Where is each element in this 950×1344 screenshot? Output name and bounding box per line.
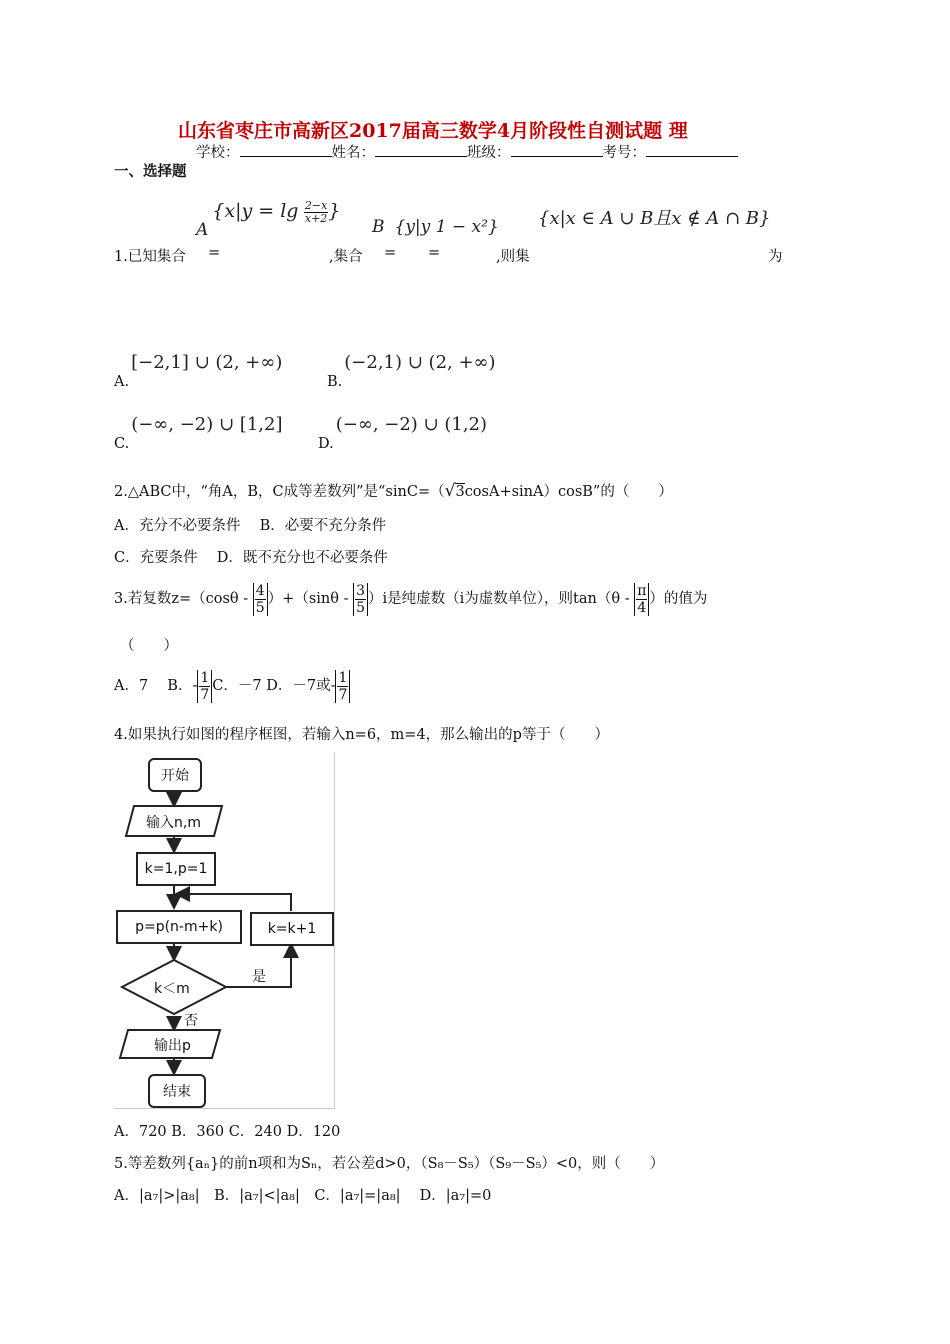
q1-option-d[interactable] — [318, 414, 488, 452]
q3-stem-a: 3.若复数z=（cosθ - — [114, 591, 249, 607]
name-blank[interactable] — [375, 156, 467, 157]
option-expr: (−∞, −2) ∪ [1,2] — [131, 414, 283, 435]
info-line — [196, 141, 738, 162]
flowchart-init: k=1,p=1 — [136, 852, 216, 886]
school-blank[interactable] — [240, 156, 332, 157]
setB-expr: {y|y 1 − x²} — [394, 217, 499, 237]
q3-stem-d: ）的值为 — [649, 591, 708, 607]
setA-den: x+2 — [304, 212, 328, 225]
q3-opt-b-sign: - — [192, 678, 198, 694]
q2-stem — [114, 480, 673, 501]
option-label: C. — [114, 436, 130, 452]
school-label: 学校： — [196, 145, 240, 161]
number-blank[interactable] — [646, 156, 738, 157]
q2-options-line1: A．充分不必要条件 B．必要不充分条件 — [114, 518, 387, 534]
option-label: A. — [114, 374, 130, 390]
name-label: 姓名： — [331, 145, 375, 161]
q4-stem: 4.如果执行如图的程序框图，若输入n=6，m=4，那么输出的p等于（ ） — [114, 727, 609, 743]
section-heading: 一、选择题 — [114, 163, 187, 180]
flowchart-condition: k＜m — [154, 981, 190, 997]
flowchart-increment: k=k+1 — [250, 912, 334, 946]
frac-den: 5 — [356, 599, 366, 616]
flowchart-compute: p=p(n-m+k) — [116, 910, 242, 944]
flowchart-output: 输出p — [154, 1038, 191, 1054]
q1-eq1: = — [208, 245, 221, 261]
option-expr: (−∞, −2) ∪ (1,2) — [335, 414, 488, 435]
q3-fraction-2 — [353, 583, 368, 616]
q1-eq2: = — [384, 245, 397, 261]
flowchart-no: 否 — [184, 1013, 198, 1029]
frac-den: 7 — [338, 686, 348, 703]
q3-options — [114, 664, 350, 708]
frac-den: 4 — [637, 599, 647, 616]
flowchart-end: 结束 — [148, 1074, 206, 1108]
q3-opt-c[interactable]: C．－7 D．－7或 — [212, 678, 331, 694]
setA-expr: {x|y = lg — [212, 200, 299, 222]
setA-fraction — [304, 200, 328, 225]
q3-stem-b: ）+（sinθ - — [267, 591, 349, 607]
q1-option-b[interactable] — [327, 352, 496, 390]
option-label: D. — [318, 436, 334, 452]
sqrt-radicand: 3 — [455, 484, 465, 500]
frac-den: 5 — [255, 599, 265, 616]
frac-num: π — [637, 582, 647, 599]
option-label: B. — [327, 374, 343, 390]
q3-fraction-3 — [634, 583, 649, 616]
flowchart-start: 开始 — [148, 758, 202, 792]
q3-opt-d-sign: - — [330, 678, 336, 694]
q3-opt-a[interactable]: A．7 B． — [114, 678, 193, 694]
q1-setC-formula: {x|x ∈ A ∪ B且x ∉ A ∩ B} — [538, 208, 771, 229]
q3-stem-c: ）i是纯虚数（i为虚数单位），则tan（θ - — [368, 591, 630, 607]
q3-opt-b-fraction[interactable] — [197, 670, 212, 703]
q1-eq3: = — [428, 245, 441, 261]
q4-options: A．720 B．360 C．240 D．120 — [114, 1124, 341, 1140]
q2-stem-a: 2.△ABC中，“角A，B，C成等差数列”是“sinC=（ — [114, 484, 445, 500]
number-label: 考号： — [602, 145, 646, 161]
q1-stem-b: ,集合 — [329, 249, 363, 265]
q1-setB-formula — [372, 217, 499, 237]
setA-label: A — [196, 220, 209, 240]
class-blank[interactable] — [511, 156, 603, 157]
flowchart-input: 输入n,m — [146, 815, 201, 831]
q2-options-line2: C．充要条件 D．既不充分也不必要条件 — [114, 550, 388, 566]
class-label: 班级： — [467, 145, 511, 161]
q5-options: A．|a₇|>|a₈| B．|a₇|<|a₈| C．|a₇|=|a₈| D．|a₇|=0 — [114, 1188, 492, 1204]
frac-num: 4 — [255, 582, 265, 599]
frac-num: 1 — [200, 669, 210, 686]
flowchart-yes: 是 — [252, 969, 266, 985]
q3-opt-d-fraction[interactable] — [335, 670, 350, 703]
q2-stem-b: cosA+sinA）cosB”的（ ） — [464, 484, 673, 500]
q3-paren: （ ） — [120, 638, 178, 654]
flowchart — [114, 752, 335, 1109]
frac-num: 1 — [338, 669, 348, 686]
q1-setA-formula — [196, 199, 341, 240]
setA-num: 2−x — [304, 199, 328, 212]
sqrt-symbol: √ — [444, 481, 456, 501]
setA-close: } — [328, 200, 341, 222]
q5-stem: 5.等差数列{aₙ}的前n项和为Sₙ，若公差d>0，（S₈－S₅）（S₉－S₅）<0，则（ ） — [114, 1156, 665, 1172]
frac-num: 3 — [356, 582, 366, 599]
q3-fraction-1 — [253, 583, 268, 616]
q1-option-c[interactable] — [114, 414, 283, 452]
q1-stem-a: 1.已知集合 — [114, 249, 186, 265]
q1-option-a[interactable] — [114, 352, 283, 390]
q3-stem — [114, 577, 707, 621]
q1-stem-d: 为 — [768, 249, 783, 265]
option-expr: [−2,1] ∪ (2, +∞) — [131, 352, 283, 373]
option-expr: (−2,1) ∪ (2, +∞) — [344, 352, 496, 373]
q1-stem-c: ,则集 — [496, 249, 530, 265]
page-title: 山东省枣庄市高新区2017届高三数学4月阶段性自测试题 理 — [178, 120, 688, 142]
setB-label: B — [372, 217, 385, 237]
frac-den: 7 — [200, 686, 210, 703]
